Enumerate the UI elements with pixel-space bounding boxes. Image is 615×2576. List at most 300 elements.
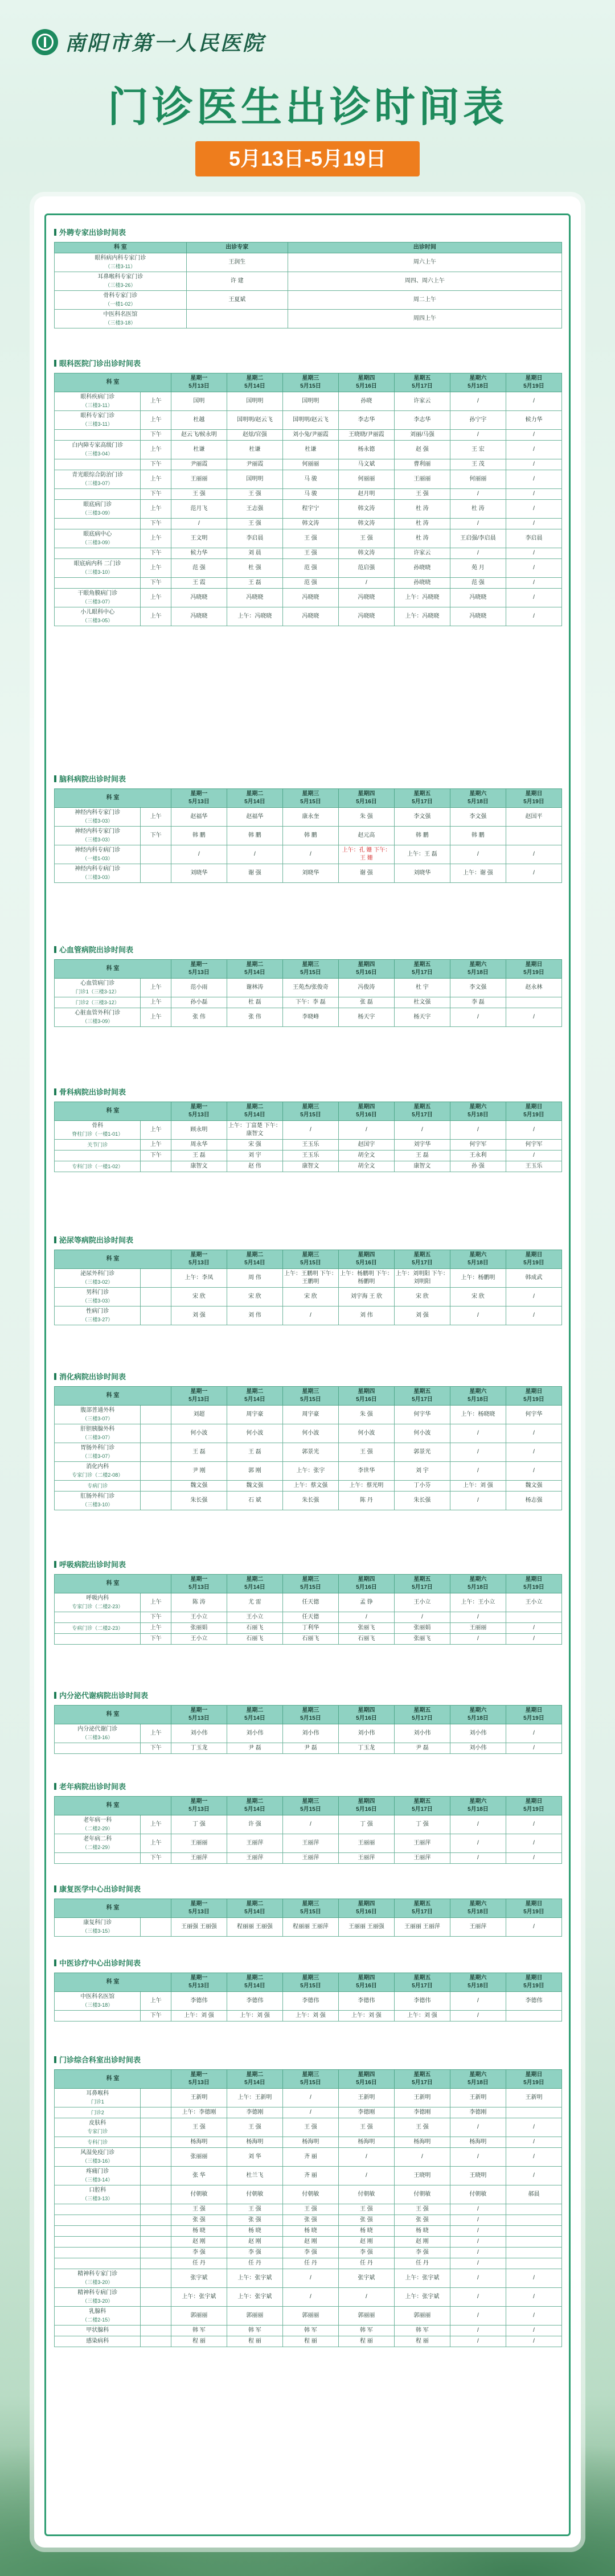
doctor-cell: 上午：杨鹏明	[450, 1269, 506, 1288]
doctor-cell: 郭丽丽	[338, 2307, 394, 2326]
doctor-cell: 上午：孔 姗 下午：王 姗	[338, 845, 394, 864]
day-name: 星期六	[469, 962, 487, 968]
dept-room: （三楼3-09）	[82, 510, 113, 516]
col-header-day	[227, 789, 282, 808]
doctor-cell: 上午：王鹏明 下午：王鹏明	[282, 1269, 338, 1288]
doctor-cell: 上午：张宇斌	[227, 2269, 282, 2288]
doctor-cell: /	[450, 548, 506, 559]
dept-room: （三楼3-07）	[82, 1416, 113, 1421]
doctor-cell	[506, 2237, 561, 2248]
table-row	[55, 519, 562, 529]
header-row	[55, 1797, 562, 1815]
session-cell	[141, 1269, 171, 1288]
doctor-cell: 何小波	[394, 1424, 450, 1443]
section-title: 心血管病院出诊时间表	[54, 944, 562, 955]
section-title: 脑科病院出诊时间表	[54, 773, 562, 784]
dept-cell	[55, 2118, 141, 2137]
day-name: 星期日	[525, 962, 543, 968]
doctor-cell: 张宇斌	[338, 2269, 394, 2288]
doctor-cell: 李德伟	[394, 1992, 450, 2011]
table-row	[55, 2326, 562, 2336]
doctor-cell: 付朝敏	[338, 2185, 394, 2204]
doctor-cell: 何宇华	[506, 1406, 561, 1424]
day-name: 星期五	[413, 1798, 431, 1805]
day-name: 星期五	[413, 962, 431, 968]
doctor-cell: 张 强	[171, 2215, 227, 2226]
doctor-cell: 赵国宇	[338, 1140, 394, 1151]
dept-name: 腹部普通外科	[80, 1407, 115, 1414]
doctor-cell: /	[506, 1815, 561, 1834]
day-date: 5月18日	[468, 1260, 489, 1266]
dept-name: 中医科名医馆	[103, 311, 138, 318]
doctor-cell: /	[506, 607, 561, 626]
doctor-cell: 韩 军	[227, 2326, 282, 2336]
dept-room: 专病门诊	[87, 1483, 108, 1489]
dept-room: （三楼3-07）	[82, 1453, 113, 1459]
col-header-day	[227, 373, 282, 392]
doctor-cell: 王新明	[338, 2089, 394, 2107]
day-name: 星期日	[525, 1104, 543, 1110]
dept-room: （三楼3-03）	[82, 837, 113, 843]
table-row	[55, 1853, 562, 1864]
doctor-cell: 康永奎	[282, 808, 338, 827]
doctor-cell: 李 强	[394, 2248, 450, 2258]
doctor-cell: 尹 磊	[227, 1743, 282, 1754]
day-date: 5月15日	[300, 383, 321, 389]
doctor-cell: 魏文强	[506, 1481, 561, 1492]
col-header-day	[450, 1973, 506, 1992]
col-header-day	[450, 1706, 506, 1724]
doctor-cell: 张丽飞	[394, 1634, 450, 1645]
day-date: 5月18日	[468, 1396, 489, 1403]
doctor-cell: 孙晓晓	[394, 578, 450, 589]
day-date: 5月13日	[188, 1715, 210, 1722]
day-name: 星期五	[413, 1975, 431, 1981]
doctor-cell: 何小波	[171, 1424, 227, 1443]
doctor-cell: 杜 涛	[450, 500, 506, 519]
dept-name: 胃肠外科门诊	[80, 1445, 115, 1451]
doctor-cell: /	[450, 2269, 506, 2288]
doctor-cell: 刘小伟	[282, 1724, 338, 1743]
section-cardiovascular	[54, 944, 562, 1027]
doctor-cell: /	[506, 1623, 561, 1634]
table-row	[55, 459, 562, 470]
col-header-day	[282, 1797, 338, 1815]
doctor-cell: 上午：张宇	[282, 1462, 338, 1481]
dept-name: 康复科门诊	[83, 1920, 112, 1926]
session-cell: 上午	[141, 1815, 171, 1834]
dept-room: （三楼3-07）	[82, 599, 113, 605]
session-cell	[141, 2248, 171, 2258]
section-title: 老年病院出诊时间表	[54, 1781, 562, 1792]
session-cell: 下午	[141, 2011, 171, 2022]
doctor-cell: 刘 伟	[227, 1307, 282, 1325]
doctor-cell: 冯俊涛	[338, 979, 394, 997]
doctor-cell: 冯晓晓	[227, 589, 282, 607]
doctor-cell: 刘晓华	[171, 864, 227, 883]
table-row	[55, 441, 562, 459]
expert-cell: 王夏斌	[186, 291, 288, 310]
doctor-cell: 杜越	[171, 411, 227, 430]
col-header-day	[506, 1973, 561, 1992]
doctor-cell: 王 强	[282, 548, 338, 559]
table-row	[55, 1815, 562, 1834]
session-cell	[141, 2185, 171, 2204]
doctor-cell: 王 强	[227, 489, 282, 500]
dept-name: 眼底病中心	[83, 531, 112, 537]
section-rehabilitation	[54, 1883, 562, 1937]
doctor-cell	[506, 1612, 561, 1623]
doctor-cell: 韩 军	[394, 2326, 450, 2336]
col-header-day	[450, 1575, 506, 1593]
col-header-day	[450, 960, 506, 979]
day-name: 星期日	[525, 1975, 543, 1981]
doctor-cell: 马文斌	[338, 459, 394, 470]
dept-room: 专家门诊（二楼2-08）	[72, 1472, 124, 1478]
day-date: 5月19日	[523, 1806, 544, 1813]
section-title: 康复医学中心出诊时间表	[54, 1883, 562, 1894]
col-header-day	[227, 1387, 282, 1406]
doctor-cell: 马 骏	[282, 489, 338, 500]
table-row	[55, 1121, 562, 1140]
dept-cell	[55, 864, 141, 883]
day-date: 5月14日	[244, 1396, 265, 1403]
doctor-cell: 程 丽	[282, 2336, 338, 2347]
table-row	[55, 2137, 562, 2148]
doctor-cell: 程 丽	[338, 2336, 394, 2347]
dept-name: 甲状腺科	[86, 2327, 109, 2333]
doctor-cell: /	[450, 1462, 506, 1481]
dept-name: 精神科专家门诊	[77, 2271, 118, 2277]
doctor-cell: 王 强	[171, 489, 227, 500]
day-name: 星期五	[413, 1104, 431, 1110]
day-name: 星期二	[246, 2072, 264, 2078]
dept-name: 皮肤科	[89, 2120, 106, 2126]
day-date: 5月15日	[300, 1112, 321, 1118]
col-header-day	[506, 1899, 561, 1918]
doctor-cell: 杜 涛	[394, 529, 450, 548]
doctor-cell: /	[506, 500, 561, 519]
doctor-cell: 王丽强 王丽强	[171, 1918, 227, 1937]
dept-name: 老年病一科	[83, 1817, 112, 1823]
table-row	[55, 1623, 562, 1634]
doctor-cell: 杜兰飞	[227, 2167, 282, 2185]
doctor-cell: 李 磊	[450, 997, 506, 1008]
doctor-cell: 孙 强	[450, 1161, 506, 1172]
col-header-day	[227, 1899, 282, 1918]
session-cell: 上午	[141, 1724, 171, 1743]
schedule-table	[54, 1386, 562, 1510]
table-row	[55, 808, 562, 827]
day-name: 星期三	[302, 1707, 319, 1714]
day-date: 5月13日	[188, 1112, 210, 1118]
doctor-cell: /	[394, 1612, 450, 1623]
doctor-cell: 韩 鹏	[171, 827, 227, 845]
doctor-cell: 上午：谢 强	[450, 864, 506, 883]
dept-cell	[55, 411, 141, 430]
dept-room: 专科门诊（一楼1-02）	[72, 1164, 124, 1169]
doctor-cell: 付朝敏	[450, 2185, 506, 2204]
doctor-cell: 王 强	[227, 2204, 282, 2215]
doctor-cell: 丁玉龙	[338, 1743, 394, 1754]
session-cell: 上午	[141, 1834, 171, 1853]
dept-cell	[55, 489, 141, 500]
session-cell	[141, 2288, 171, 2307]
doctor-cell: 王丽萍	[338, 1853, 394, 1864]
doctor-cell: 王苑杰/张俊奇	[282, 979, 338, 997]
doctor-cell: /	[450, 1443, 506, 1462]
doctor-cell: 杜谦	[227, 441, 282, 459]
doctor-cell: /	[450, 2204, 506, 2215]
doctor-cell: /	[450, 489, 506, 500]
dept-name: 风湿免疫门诊	[80, 2150, 115, 2156]
doctor-cell: 李德伟	[227, 1992, 282, 2011]
dept-cell	[55, 2269, 141, 2288]
doctor-cell: 郭丽丽	[394, 2307, 450, 2326]
doctor-cell: 王永利	[450, 1151, 506, 1161]
dept-name: 疼痛门诊	[86, 2168, 109, 2175]
doctor-cell: 何丽丽	[450, 470, 506, 489]
dept-cell	[55, 2326, 141, 2336]
doctor-cell: /	[506, 1307, 561, 1325]
col-header-day	[282, 2070, 338, 2089]
session-cell: 上午	[141, 979, 171, 997]
day-date: 5月16日	[356, 1584, 377, 1591]
dept-cell	[55, 2148, 141, 2167]
table-row	[55, 470, 562, 489]
day-name: 星期一	[190, 1798, 208, 1805]
dept-room: （二楼2-29）	[82, 1844, 113, 1850]
doctor-cell: 张丽丽	[171, 2148, 227, 2167]
session-cell: 上午	[141, 997, 171, 1008]
dept-cell	[55, 1593, 141, 1612]
day-date: 5月17日	[412, 1584, 433, 1591]
day-name: 星期四	[358, 1388, 375, 1395]
doctor-cell: 康智文	[394, 1161, 450, 1172]
doctor-cell: 刘小伟	[338, 1724, 394, 1743]
doctor-cell: 任 丹	[227, 2258, 282, 2269]
doctor-cell: 上午：杨鹏明 下午：杨鹏明	[338, 1269, 394, 1288]
table-row	[55, 2204, 562, 2215]
doctor-cell: 韩 鹏	[282, 827, 338, 845]
col-header-day	[282, 1899, 338, 1918]
schedule-table	[54, 1899, 562, 1937]
session-cell: 下午	[141, 827, 171, 845]
doctor-cell: 杜 宇	[394, 979, 450, 997]
doctor-cell: 程 丽	[227, 2336, 282, 2347]
doctor-cell: /	[227, 845, 282, 864]
dept-room: （三楼3-09）	[82, 540, 113, 545]
day-date: 5月17日	[412, 1260, 433, 1266]
col-header-dept: 科 室	[55, 1973, 171, 1992]
doctor-cell: /	[506, 1288, 561, 1307]
table-row	[55, 2288, 562, 2307]
doctor-cell: 赵 刚	[394, 2237, 450, 2248]
doctor-cell: /	[450, 2011, 506, 2022]
day-name: 星期三	[302, 1975, 319, 1981]
col-header-day	[171, 1250, 227, 1269]
section-endocrine	[54, 1690, 562, 1754]
dept-cell	[55, 392, 141, 411]
doctor-cell: 王 强	[394, 2118, 450, 2137]
col-header-dept: 科 室	[55, 1899, 171, 1918]
doctor-cell: 王晓晓/尹丽霞	[338, 430, 394, 441]
table-row	[55, 1269, 562, 1288]
col-header-day	[171, 1797, 227, 1815]
doctor-cell: 刘小伟	[227, 1724, 282, 1743]
dept-room: （三楼3-07）	[82, 480, 113, 486]
dept-cell	[55, 1307, 141, 1325]
doctor-cell: 宋 欣	[171, 1288, 227, 1307]
dept-cell	[55, 1853, 141, 1864]
section-title: 眼科医院门诊出诊时间表	[54, 358, 562, 368]
dept-cell	[55, 2248, 141, 2258]
doctor-cell: 尤 雷	[227, 1593, 282, 1612]
section-title: 门诊综合科室出诊时间表	[54, 2054, 562, 2065]
session-cell	[141, 1462, 171, 1481]
doctor-cell: 朱长强	[394, 1492, 450, 1510]
doctor-cell: 王小立	[171, 1612, 227, 1623]
doctor-cell: 上午：张宇斌	[227, 2288, 282, 2307]
day-date: 5月18日	[468, 1584, 489, 1591]
table-row	[55, 489, 562, 500]
doctor-cell: 张 强	[282, 2215, 338, 2226]
doctor-cell: 张 强	[394, 2215, 450, 2226]
doctor-cell: 宋 欣	[394, 1288, 450, 1307]
day-name: 星期六	[469, 1576, 487, 1583]
day-date: 5月13日	[188, 1584, 210, 1591]
dept-name: 精神科专病门诊	[77, 2290, 118, 2296]
doctor-cell: 刘小伟	[450, 1724, 506, 1743]
day-date: 5月13日	[188, 1260, 210, 1266]
doctor-cell: /	[282, 1307, 338, 1325]
col-header-dept: 科 室	[55, 1797, 171, 1815]
col-header-day	[394, 1575, 450, 1593]
doctor-cell: 赵 伟	[227, 1161, 282, 1172]
doctor-cell: 王 磊	[227, 578, 282, 589]
doctor-cell: 王新明	[171, 2089, 227, 2107]
doctor-cell: /	[450, 2307, 506, 2326]
col-header-day	[282, 1973, 338, 1992]
day-name: 星期四	[358, 1901, 375, 1907]
session-cell: 上午	[141, 1140, 171, 1151]
doctor-cell	[506, 2215, 561, 2226]
day-name: 星期五	[413, 1576, 431, 1583]
doctor-cell: 刘晓华	[394, 864, 450, 883]
day-date: 5月16日	[356, 2080, 377, 2086]
doctor-cell: 尹 磊	[394, 1743, 450, 1754]
section-title: 内分泌代谢病院出诊时间表	[54, 1690, 562, 1700]
session-cell	[141, 2118, 171, 2137]
doctor-cell: 范 强	[282, 559, 338, 578]
doctor-cell: 王 强	[282, 529, 338, 548]
dept-name: 白内障专家高级门诊	[72, 442, 124, 449]
doctor-cell: 韩 军	[338, 2326, 394, 2336]
doctor-cell: 上午：冯晓晓	[227, 607, 282, 626]
session-cell: 上午	[141, 1008, 171, 1027]
doctor-cell: 郭 刚	[227, 1462, 282, 1481]
table-row	[55, 997, 562, 1008]
header-row	[55, 2070, 562, 2089]
col-header-dept: 科 室	[55, 960, 171, 979]
session-cell	[141, 1443, 171, 1462]
day-date: 5月19日	[523, 969, 544, 976]
doctor-cell: 刘 华	[227, 2148, 282, 2167]
doctor-cell: 魏文强	[171, 1481, 227, 1492]
doctor-cell: 王丽萍	[450, 1918, 506, 1937]
day-name: 星期二	[246, 1576, 264, 1583]
dept-room: （三楼3-18）	[82, 2002, 113, 2008]
schedule-table	[54, 959, 562, 1027]
doctor-cell: /	[450, 430, 506, 441]
col-header-day	[227, 1250, 282, 1269]
dept-room: 专家门诊	[87, 2129, 108, 2134]
doctor-cell: /	[506, 1743, 561, 1754]
doctor-cell: /	[282, 1815, 338, 1834]
day-date: 5月14日	[244, 969, 265, 976]
doctor-cell: /	[506, 1443, 561, 1462]
dept-room: 专科门诊	[87, 2139, 108, 2145]
col-header-day	[338, 960, 394, 979]
col-header-day	[171, 1973, 227, 1992]
col-header-day	[227, 1973, 282, 1992]
col-header-day	[338, 2070, 394, 2089]
table-row	[55, 1406, 562, 1424]
dept-cell	[55, 1151, 141, 1161]
col-header-dept: 科 室	[55, 1387, 171, 1406]
doctor-cell: /	[450, 1634, 506, 1645]
dept-name: 骨科专家门诊	[103, 293, 138, 299]
dept-room: （二楼2-29）	[82, 1826, 113, 1831]
doctor-cell: 付朝敏	[394, 2185, 450, 2204]
dept-cell	[55, 470, 141, 489]
session-cell: 上午	[141, 1593, 171, 1612]
doctor-cell: 张 伟	[227, 1008, 282, 1027]
dept-cell	[55, 548, 141, 559]
day-date: 5月19日	[523, 1909, 544, 1915]
table-row	[55, 589, 562, 607]
dept-cell	[55, 441, 141, 459]
day-date: 5月17日	[412, 969, 433, 976]
day-name: 星期四	[358, 962, 375, 968]
doctor-cell: 上午：王新明	[227, 2089, 282, 2107]
day-date: 5月19日	[523, 1112, 544, 1118]
session-cell: 下午	[141, 1853, 171, 1864]
dept-name: 小儿眼科中心	[80, 609, 115, 615]
section-title: 外聘专家出诊时间表	[54, 227, 562, 237]
table-row	[55, 1724, 562, 1743]
time-cell: 周六上午	[288, 253, 561, 272]
col-header-day	[338, 373, 394, 392]
doctor-cell: 石丽飞	[282, 1634, 338, 1645]
dept-cell	[55, 1424, 141, 1443]
dept-name: 干眼角膜病门诊	[77, 590, 118, 597]
doctor-cell: 上午：杨晓晓	[450, 1406, 506, 1424]
session-cell	[141, 864, 171, 883]
col-header-day	[506, 1706, 561, 1724]
dept-cell	[55, 500, 141, 519]
header-row	[55, 789, 562, 808]
time-cell: 周二上午	[288, 291, 561, 310]
section-urology	[54, 1234, 562, 1325]
doctor-cell: 王小立	[394, 1593, 450, 1612]
col-header-day	[282, 1387, 338, 1406]
doctor-cell	[506, 2258, 561, 2269]
doctor-cell: 王 强	[282, 2204, 338, 2215]
dept-cell	[55, 2226, 141, 2237]
doctor-cell: 王丽萍	[282, 1853, 338, 1864]
day-date: 5月19日	[523, 2080, 544, 2086]
